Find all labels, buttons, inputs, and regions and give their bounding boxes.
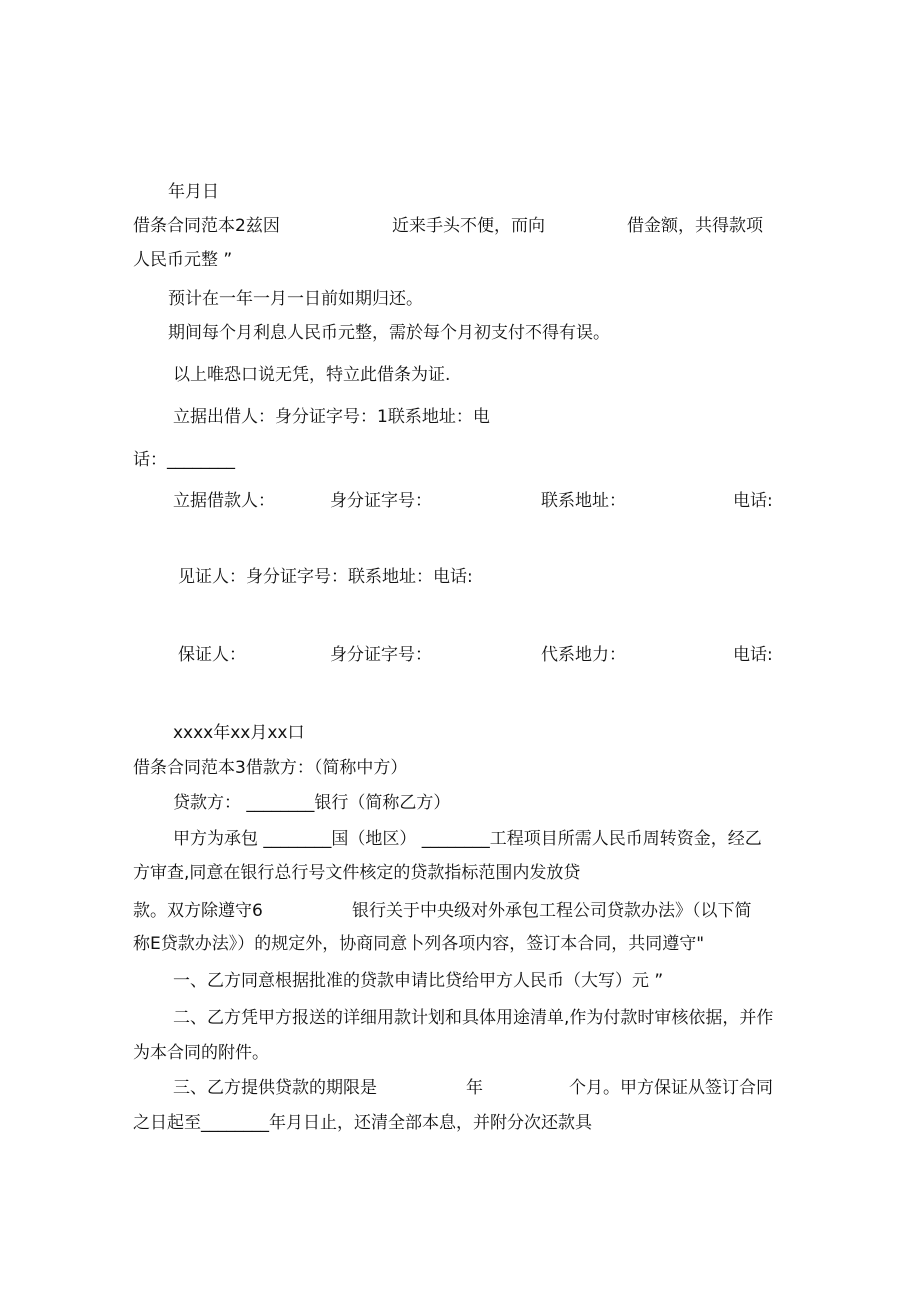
guarantor-name-label: 保证人：	[178, 645, 246, 665]
lender-line: 立据出借人：身分证字号：1联系地址：电	[173, 407, 490, 427]
borrower-phone-label: 电话:	[733, 491, 773, 511]
para1-line-a: 甲方为承包 ________国（地区） ________工程项目所需人民币周转资金，经乙	[173, 829, 762, 849]
sample2-intro-b: 近来手头不便，而向	[392, 216, 545, 236]
para1-line-c1: 款。双方除遵守6	[133, 901, 263, 921]
interest-line: 期间每个月利息人民币元整，需於每个月初支付不得有误。	[168, 323, 610, 343]
sample3-title: 借条合同范本3借款方：（简称中方）	[133, 758, 408, 778]
guarantor-address-label: 代系地力：	[541, 645, 626, 665]
clause-2-b: 为本合同的附件。	[133, 1043, 269, 1063]
phone-line: 话：________	[133, 450, 235, 470]
lender-bank-line: 贷款方： ________银行（简称乙方）	[173, 793, 451, 813]
guarantor-phone-label: 电话:	[733, 645, 773, 665]
repay-line: 预计在一年一月一日前如期归还。	[168, 289, 423, 309]
borrower-id-label: 身分证字号：	[330, 491, 432, 511]
proof-line: 以上唯恐口说无凭，特立此借条为证.	[173, 365, 451, 385]
clause-3-a1: 三、乙方提供贷款的期限是	[173, 1078, 377, 1098]
guarantor-id-label: 身分证字号：	[330, 645, 432, 665]
clause-3-b: 之日起至________年月日止，还清全部本息，并附分次还款具	[133, 1113, 592, 1133]
sample2-intro-a: 借条合同范本2兹因	[133, 216, 280, 236]
borrower-address-label: 联系地址：	[541, 491, 626, 511]
clause-1: 一、乙方同意根据批准的贷款申请比贷给甲方人民币（大写）元 ”	[173, 971, 664, 991]
clause-3-a3: 个月。甲方保证从签订合同	[569, 1078, 773, 1098]
sample2-intro-c: 借金额，共得款项	[627, 216, 763, 236]
date-line-2: xxxx年xx月xx口	[173, 723, 305, 743]
witness-line: 见证人：身分证字号：联系地址：电话:	[178, 567, 473, 587]
para1-line-b: 方审查,同意在银行总行号文件核定的贷款指标范围内发放贷	[133, 863, 581, 883]
para1-line-c2: 银行关于中央级对外承包工程公司贷款办法》（以下简	[352, 901, 752, 921]
para1-line-d: 称E贷款办法》）的规定外，协商同意卜列各项内容，签订本合同，共同遵守"	[133, 934, 705, 954]
sample2-amount: 人民币元整 ”	[133, 250, 233, 270]
borrower-name-label: 立据借款人：	[173, 491, 275, 511]
clause-3-a2: 年	[466, 1078, 483, 1098]
date-line-1: 年月日	[168, 182, 219, 202]
clause-2-a: 二、乙方凭甲方报送的详细用款计划和具体用途清单,作为付款时审核依据，并作	[173, 1008, 774, 1028]
